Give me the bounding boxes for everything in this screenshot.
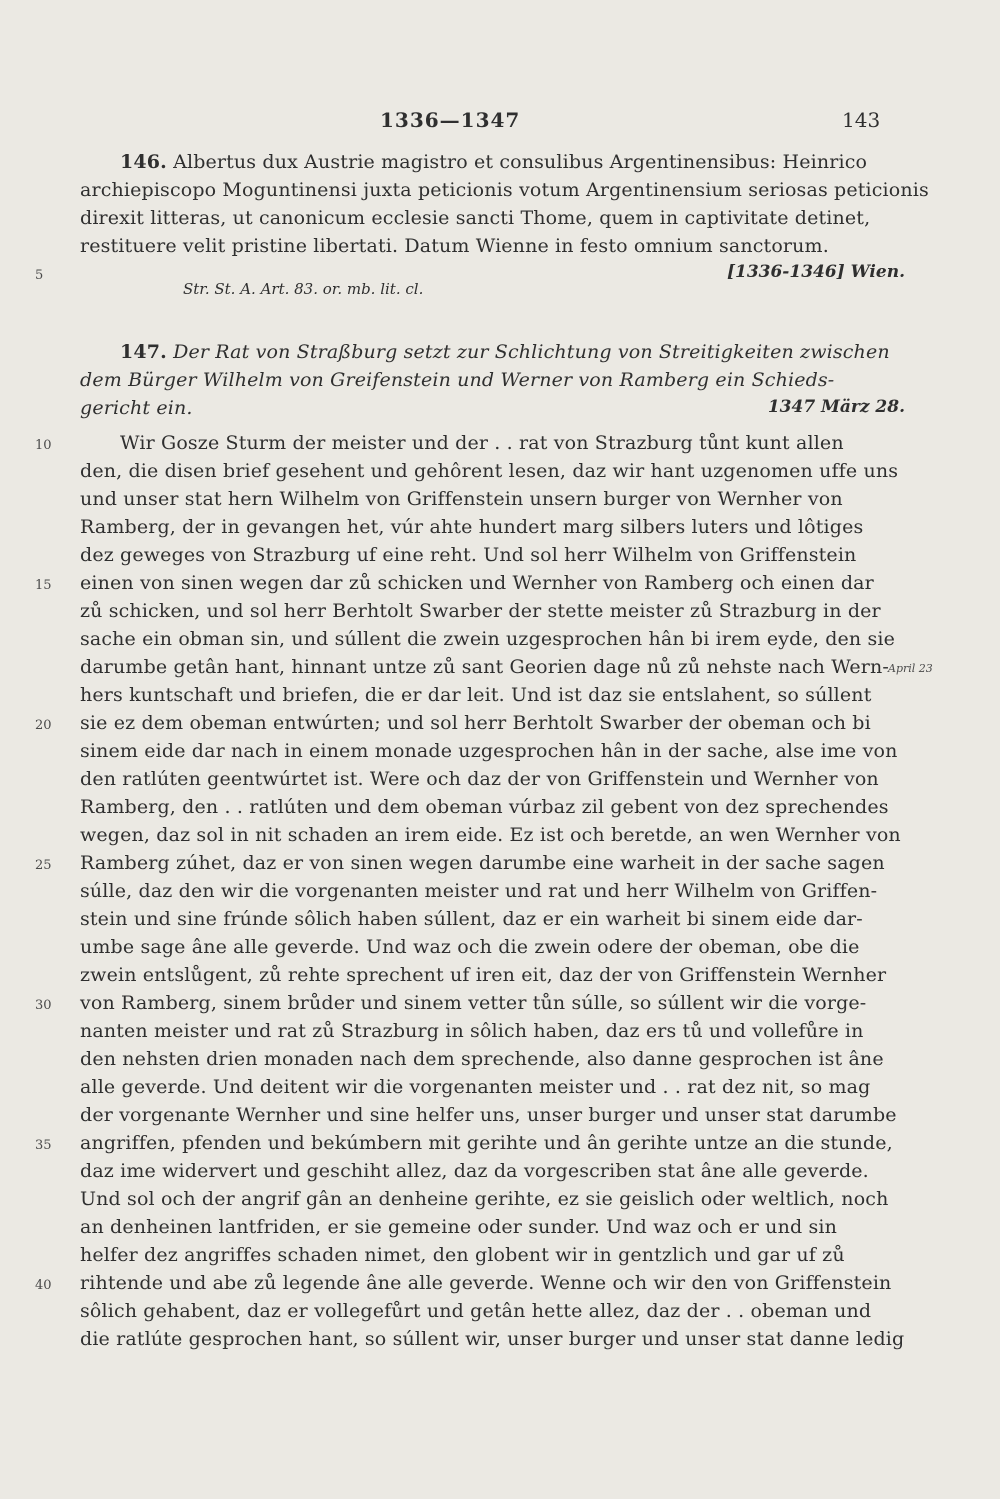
entry-146-line-2: archiepiscopo Moguntinensi juxta peticionis votum Argentinensium seriosas peticionis [80,179,929,201]
text-line: angriffen, pfenden und bekúmbern mit gerihte und ân gerihte untze an die stunde, [80,1132,893,1154]
text-line: den, die disen brief gesehent und gehôrent lesen, daz wir hant uzgenomen uffe uns [80,460,899,482]
text-line: Wir Gosze Sturm der meister und der . . rat von Strazburg tůnt kunt allen [120,432,844,454]
entry-147-date: 1347 März 28. [767,397,905,417]
margin-line-number: 25 [35,858,52,873]
entry-146-line-1: 146. Albertus dux Austrie magistro et consulibus Argentinensibus: Heinrico [120,151,868,173]
text-line: einen von sinen wegen dar zů schicken und Wernher von Ramberg och einen dar [80,572,874,594]
text-line: Und sol och der angrif gân an denheine gerihte, ez sie geislich oder weltlich, noch [80,1188,889,1210]
text-line: Ramberg, den . . ratlúten und dem obeman vúrbaz zil gebent von dez sprechendes [80,796,889,818]
text-line: rihtende und abe zů legende âne alle geverde. Wenne och wir den von Griffenstein [80,1272,892,1294]
page-number: 143 [842,108,881,132]
text-line: darumbe getân hant, hinnant untze zů sant Georien dage nů zů nehste nach Wern- [80,656,889,678]
text-line: sôlich gehabent, daz er vollegefůrt und getân hette allez, daz der . . obeman und [80,1300,872,1322]
margin-date-note: April 23 [888,662,933,675]
entry-146-number: 146. [120,151,167,173]
text-line: umbe sage âne alle geverde. Und waz och die zwein odere der obeman, obe die [80,936,860,958]
text-line: helfer dez angriffes schaden nimet, den globent wir in gentzlich und gar uf zů [80,1244,845,1266]
text-line: Ramberg, der in gevangen het, vúr ahte hundert marg silbers luters und lôtiges [80,516,864,538]
margin-line-number: 10 [35,438,52,453]
text-line: dez geweges von Strazburg uf eine reht. Und sol herr Wilhelm von Griffenstein [80,544,857,566]
text-line: den ratlúten geentwúrtet ist. Were och daz der von Griffenstein und Wernher von [80,768,879,790]
entry-146-line-4: restituere velit pristine libertati. Datum Wienne in festo omnium sanctorum. [80,235,829,257]
entry-147-summary-line-3: gericht ein. [80,397,193,419]
text-line: die ratlúte gesprochen hant, so súllent wir, unser burger und unser stat danne ledig [80,1328,905,1350]
text-line: daz ime widervert und geschiht allez, daz da vorgescriben stat âne alle geverde. [80,1160,869,1182]
text-line: hers kuntschaft und briefen, die er dar leit. Und ist daz sie entslahent, so súllent [80,684,872,706]
text-line: alle geverde. Und deitent wir die vorgenanten meister und . . rat dez nit, so mag [80,1076,871,1098]
margin-line-number: 15 [35,578,52,593]
entry-147-summary-line-2: dem Bürger Wilhelm von Greifenstein und Werner von Ramberg ein Schieds- [80,369,835,391]
text-line: Ramberg zúhet, daz er von sinen wegen darumbe eine warheit in der sache sagen [80,852,885,874]
text-line: den nehsten drien monaden nach dem sprechende, also danne gesprochen ist âne [80,1048,884,1070]
entry-147-number: 147. [120,341,167,363]
text-line: stein und sine frúnde sôlich haben súllent, daz er ein warheit bi sinem eide dar- [80,908,863,930]
text-line: und unser stat hern Wilhelm von Griffenstein unsern burger von Wernher von [80,488,843,510]
text-line: súlle, daz den wir die vorgenanten meister und rat und herr Wilhelm von Griffen- [80,880,878,902]
entry-146-line-3: direxit litteras, ut canonicum ecclesie sancti Thome, quem in captivitate detinet, [80,207,871,229]
text-line: sie ez dem obeman entwúrten; und sol herr Berhtolt Swarber der obeman och bi [80,712,871,734]
text-line: sinem eide dar nach in einem monade uzgesprochen hân in der sache, alse ime von [80,740,898,762]
entry-147-summary-line-1: 147. Der Rat von Straßburg setzt zur Schlichtung von Streitigkeiten zwischen [120,341,890,363]
running-title: 1336—1347 [380,108,521,132]
text-line: wegen, daz sol in nit schaden an irem eide. Ez ist och beretde, an wen Wernher von [80,824,901,846]
text-line: der vorgenante Wernher und sine helfer uns, unser burger und unser stat darumbe [80,1104,897,1126]
margin-line-number: 30 [35,998,52,1013]
text-line: sache ein obman sin, und súllent die zwein uzgesprochen hân bi irem eyde, den sie [80,628,896,650]
margin-line-number: 35 [35,1138,52,1153]
text-line: zwein entslůgent, zů rehte sprechent uf iren eit, daz der von Griffenstein Wernher [80,964,887,986]
margin-line-number: 40 [35,1278,52,1293]
text-line: zů schicken, und sol herr Berhtolt Swarber der stette meister zů Strazburg in der [80,600,881,622]
entry-146-date: [1336-1346] Wien. [726,262,905,282]
entry-146-source: Str. St. A. Art. 83. or. mb. lit. cl. [183,280,424,298]
text-line: nanten meister und rat zů Strazburg in sôlich haben, daz ers tů und vollefůre in [80,1020,864,1042]
margin-line-number: 5 [35,268,44,283]
text-line: von Ramberg, sinem brůder und sinem vetter tůn súlle, so súllent wir die vorge- [80,992,867,1014]
text-line: an denheinen lantfriden, er sie gemeine oder sunder. Und waz och er und sin [80,1216,837,1238]
margin-line-number: 20 [35,718,52,733]
